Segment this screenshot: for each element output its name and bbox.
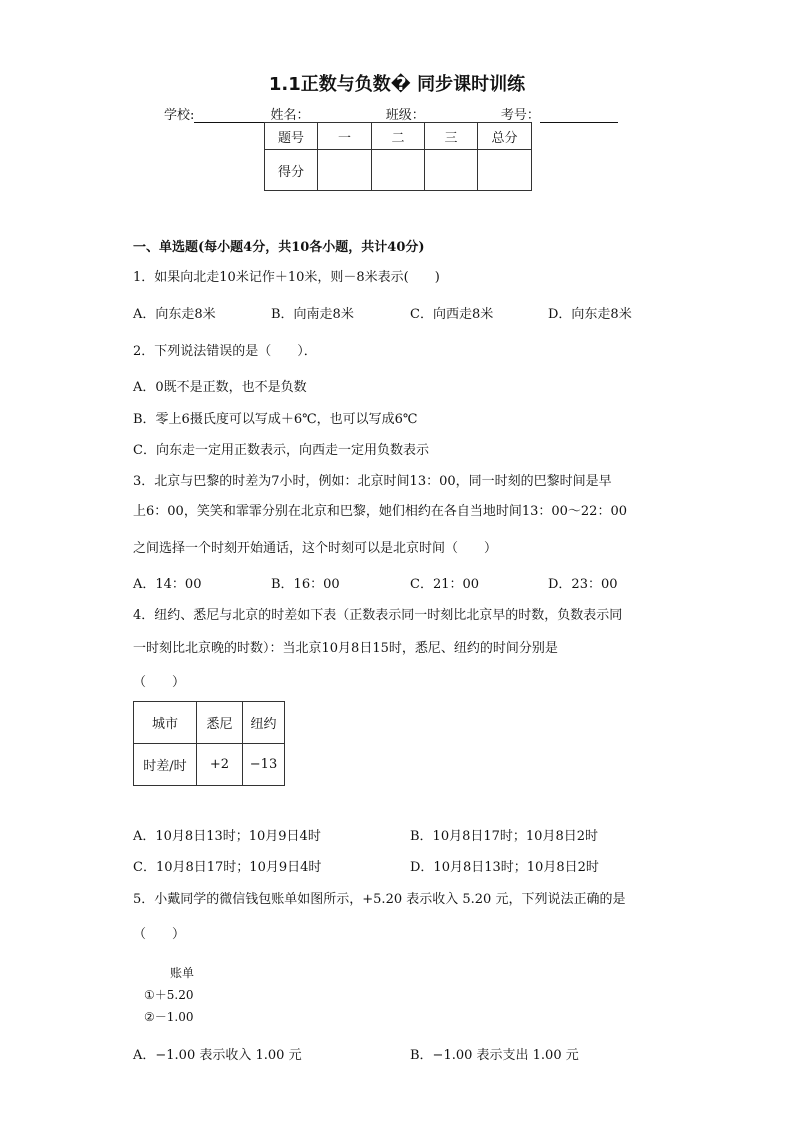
tz-header-cell: 纽约 xyxy=(243,702,285,744)
q3-option-b[interactable]: B．16：00 xyxy=(271,577,340,592)
score-cell[interactable] xyxy=(318,150,372,191)
class-field[interactable] xyxy=(425,108,497,123)
school-label: 学校: xyxy=(164,108,195,123)
q4-option-a[interactable]: A．10月8日13时；10月9日4时 xyxy=(133,829,321,844)
q3-option-d[interactable]: D．23：00 xyxy=(548,577,618,592)
score-header-cell: 总分 xyxy=(478,123,532,150)
score-row-label: 得分 xyxy=(265,150,318,191)
score-cell[interactable] xyxy=(372,150,425,191)
question-5-line: （ ） xyxy=(133,927,186,942)
score-table xyxy=(264,122,532,191)
score-header-cell: 二 xyxy=(372,123,425,150)
name-label: 姓名： xyxy=(270,108,310,123)
q2-option-b[interactable]: B．零上6摄氏度可以写成＋6℃，也可以写成6℃ xyxy=(133,412,418,427)
tz-row-label: 时差/时 xyxy=(134,744,197,786)
score-cell[interactable] xyxy=(425,150,478,191)
question-1: 1．如果向北走10米记作＋10米，则－8米表示( ) xyxy=(133,270,440,285)
tz-cell: −13 xyxy=(243,744,285,786)
school-field[interactable] xyxy=(194,108,266,123)
q4-option-d[interactable]: D．10月8日13时；10月8日2时 xyxy=(410,860,599,875)
question-3-line: 之间选择一个时刻开始通话，这个时刻可以是北京时间（ ） xyxy=(133,541,498,556)
number-field[interactable] xyxy=(540,108,618,123)
q3-option-a[interactable]: A．14：00 xyxy=(133,577,202,592)
q2-option-a[interactable]: A．0既不是正数，也不是负数 xyxy=(133,380,307,395)
score-cell[interactable] xyxy=(478,150,532,191)
bill-item: ②－1.00 xyxy=(144,1010,194,1024)
number-label: 考号： xyxy=(500,108,540,123)
question-2: 2．下列说法错误的是（ ）． xyxy=(133,344,317,359)
q1-option-c[interactable]: C．向西走8米 xyxy=(410,307,494,322)
question-4-line: 4．纽约、悉尼与北京的时差如下表（正数表示同一时刻比北京早的时数，负数表示同 xyxy=(133,608,623,623)
q3-option-c[interactable]: C．21：00 xyxy=(410,577,480,592)
page-title: 1.1正数与负数� 同步课时训练 xyxy=(268,74,526,95)
bill-item: ①＋5.20 xyxy=(144,988,194,1002)
score-header-cell: 一 xyxy=(318,123,372,150)
q1-option-b[interactable]: B．向南走8米 xyxy=(271,307,354,322)
q1-option-a[interactable]: A．向东走8米 xyxy=(133,307,216,322)
score-header-cell: 三 xyxy=(425,123,478,150)
question-5-line: 5．小戴同学的微信钱包账单如图所示，+5.20 表示收入 5.20 元，下列说法正确的是 xyxy=(133,892,626,907)
q1-option-d[interactable]: D．向东走8米 xyxy=(548,307,632,322)
q4-option-c[interactable]: C．10月8日17时；10月9日4时 xyxy=(133,860,322,875)
score-header-cell: 题号 xyxy=(265,123,318,150)
question-4-line: 一时刻比北京晚的时数）：当北京10月8日15时，悉尼、纽约的时间分别是 xyxy=(133,641,558,656)
class-label: 班级： xyxy=(385,108,425,123)
section-heading: 一、单选题(每小题4分，共10各小题，共计40分) xyxy=(133,240,425,255)
question-4-line: （ ） xyxy=(133,675,186,690)
tz-cell: +2 xyxy=(197,744,243,786)
bill-title: 账单 xyxy=(170,966,195,980)
q5-option-b[interactable]: B．−1.00 表示支出 1.00 元 xyxy=(410,1048,579,1063)
tz-header-cell: 悉尼 xyxy=(197,702,243,744)
student-info xyxy=(164,104,618,123)
tz-header-cell: 城市 xyxy=(134,702,197,744)
question-3-line: 3．北京与巴黎的时差为7小时，例如：北京时间13：00，同一时刻的巴黎时间是早 xyxy=(133,474,612,489)
timezone-table xyxy=(133,701,285,786)
question-3-line: 上6：00，笑笑和霏霏分别在北京和巴黎，她们相约在各自当地时间13：00～22：00 xyxy=(133,504,627,519)
name-field[interactable] xyxy=(310,108,382,123)
q2-option-c[interactable]: C．向东走一定用正数表示，向西走一定用负数表示 xyxy=(133,443,429,458)
q5-option-a[interactable]: A．−1.00 表示收入 1.00 元 xyxy=(133,1048,302,1063)
q4-option-b[interactable]: B．10月8日17时；10月8日2时 xyxy=(410,829,598,844)
